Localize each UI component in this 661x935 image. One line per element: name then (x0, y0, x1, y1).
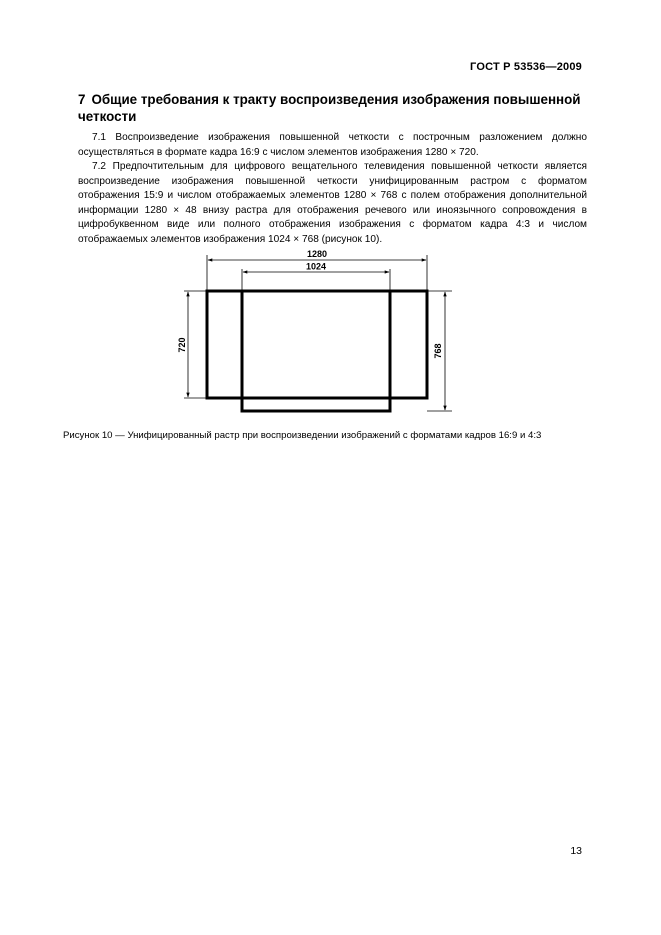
dim-label-1280: 1280 (306, 249, 328, 259)
raster-diagram (177, 249, 470, 425)
dim-label-720: 720 (177, 337, 187, 353)
figure-caption: Рисунок 10 — Унифицированный растр при воспроизведении изображений с форматами кадров 16:9 и 4:3 (63, 430, 542, 441)
standard-code-header: ГОСТ Р 53536—2009 (470, 61, 582, 73)
raster-16-9-frame (207, 291, 427, 398)
dim-label-1024: 1024 (305, 261, 327, 272)
raster-diagram-svg (177, 249, 470, 420)
raster-4-3-frame (242, 291, 390, 411)
paragraph-7-1-block (78, 131, 587, 160)
page-number: 13 (570, 845, 582, 857)
section-title (78, 91, 588, 125)
dim-label-768: 768 (433, 343, 443, 359)
section-number: 7 (78, 92, 86, 107)
section-title-text: Общие требования к тракту воспроизведения изображения повышенной четкости (78, 92, 581, 124)
paragraph-7-2-block (78, 160, 587, 248)
paragraph-7-2: 7.2 Предпочтительным для цифрового вещательного телевидения повышенной четкости является воспроизведение изображения повышенной четкости унифицированным растром с форматом отображения 15:9 и числом отображаемых элементов 1280 × 768 с полем отображения дополнительной информации 1280 × 48 внизу растра для отображения речевого или иноязычного сопровождения в цифробуквенном виде или полного отображения изображения с форматом кадра 4:3 и числом отображаемых элементов изображения 1024 × 768 (рисунок 10). (78, 161, 587, 245)
paragraph-7-1: 7.1 Воспроизведение изображения повышенной четкости с построчным разложением должно осуществляться в формате кадра 16:9 с числом элементов изображения 1280 × 720. (78, 132, 587, 158)
